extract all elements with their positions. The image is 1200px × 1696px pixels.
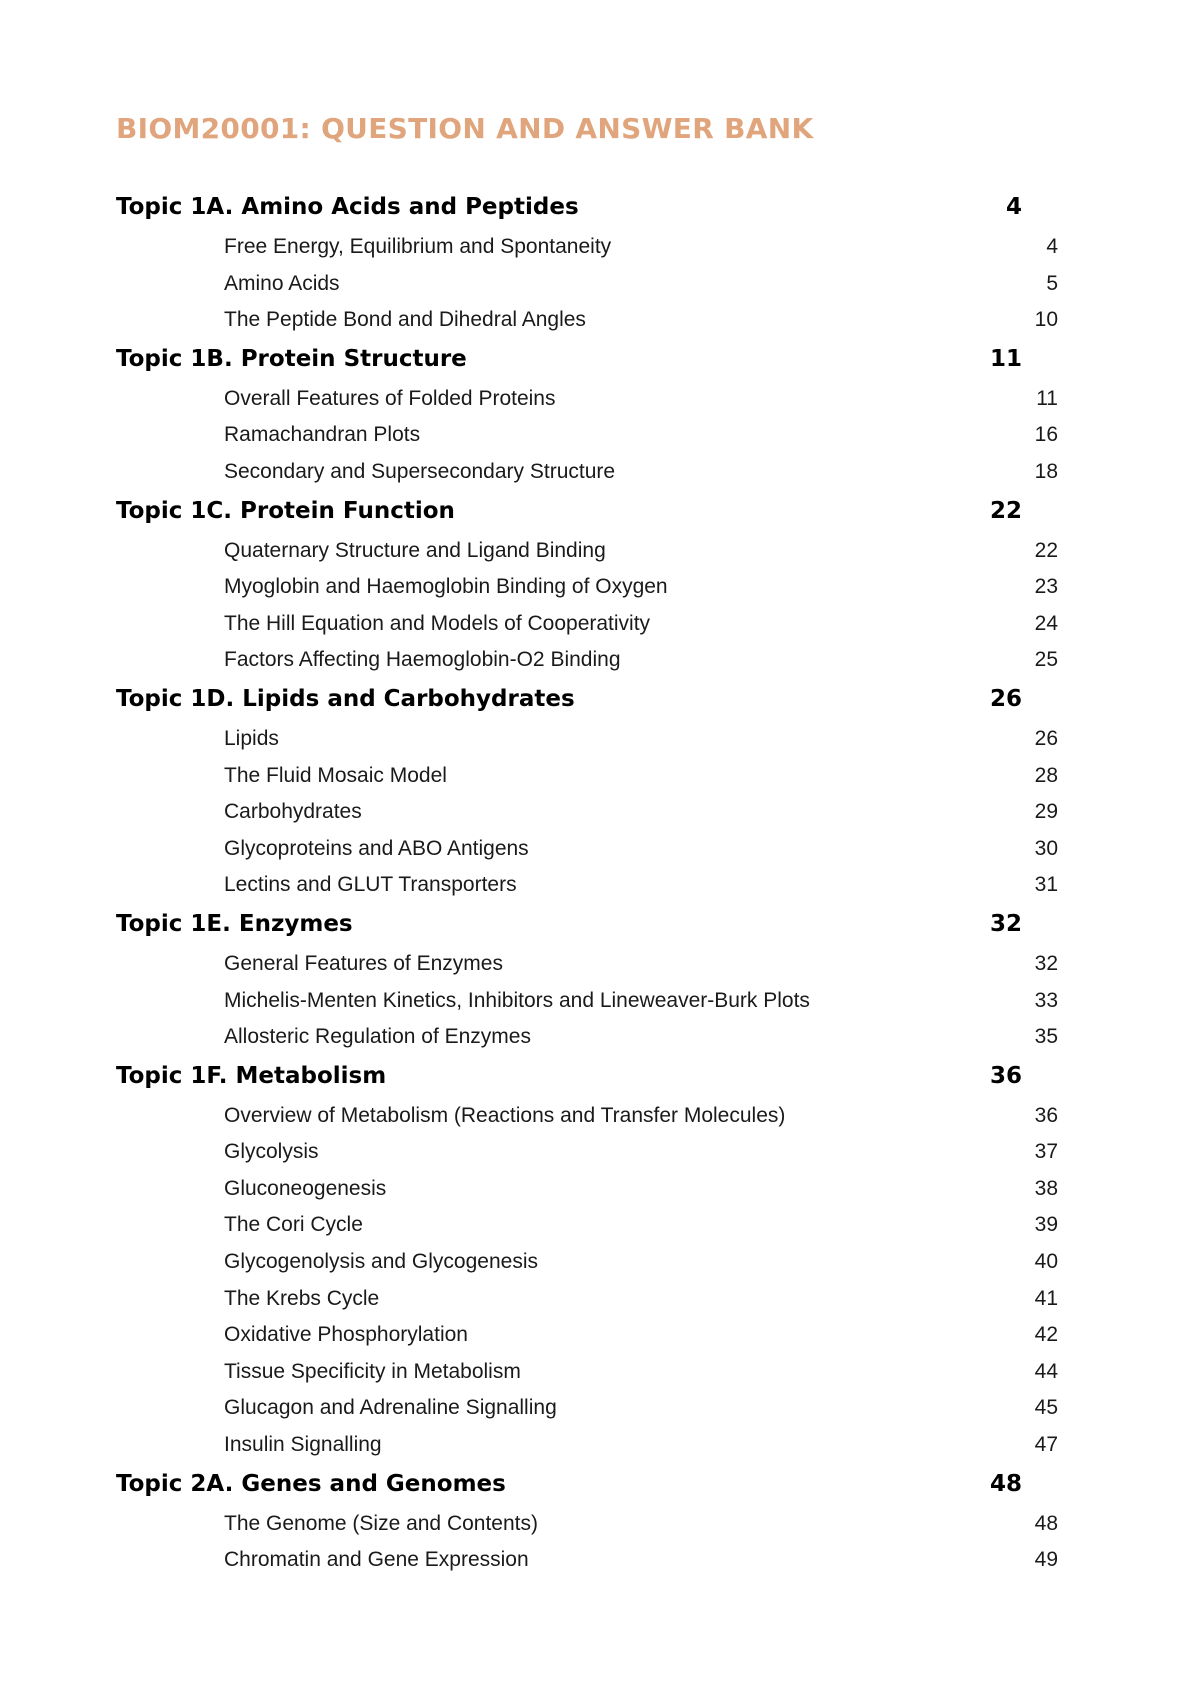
toc-subtopic-page-number: 37 bbox=[1034, 1140, 1058, 1164]
toc-subtopic-row[interactable] bbox=[0, 457, 1200, 494]
toc-subtopic-row[interactable] bbox=[0, 645, 1200, 682]
toc-topic-row[interactable] bbox=[0, 682, 1200, 724]
toc-subtopic-label: Glycolysis bbox=[224, 1140, 319, 1164]
toc-subtopic-label: Free Energy, Equilibrium and Spontaneity bbox=[224, 235, 612, 258]
toc-topic-page-number: 11 bbox=[989, 345, 1022, 372]
toc-topic-label: Topic 1D. Lipids and Carbohydrates bbox=[116, 685, 575, 712]
table-of-contents bbox=[0, 190, 1200, 1582]
toc-subtopic-label: Chromatin and Gene Expression bbox=[224, 1548, 529, 1572]
toc-topic-row[interactable] bbox=[0, 1467, 1200, 1509]
toc-subtopic-label: Secondary and Supersecondary Structure bbox=[224, 459, 616, 483]
toc-subtopic-page-number: 10 bbox=[1034, 308, 1058, 332]
toc-topic-page-number: 36 bbox=[989, 1062, 1022, 1089]
toc-subtopic-page-number: 18 bbox=[1034, 459, 1058, 483]
toc-subtopic-page-number: 26 bbox=[1034, 726, 1058, 750]
toc-subtopic-label: Overview of Metabolism (Reactions and Transfer Molecules) bbox=[224, 1103, 786, 1127]
toc-subtopic-row[interactable] bbox=[0, 724, 1200, 761]
toc-subtopic-row[interactable] bbox=[0, 1247, 1200, 1284]
toc-subtopic-label: Myoglobin and Haemoglobin Binding of Oxygen bbox=[224, 575, 668, 599]
toc-subtopic-page-number: 41 bbox=[1034, 1286, 1058, 1310]
toc-subtopic-label: General Features of Enzymes bbox=[224, 951, 503, 975]
toc-subtopic-label: The Hill Equation and Models of Cooperativity bbox=[224, 611, 651, 635]
toc-topic-row[interactable] bbox=[0, 190, 1200, 232]
toc-topic-row[interactable] bbox=[0, 907, 1200, 949]
toc-subtopic-page-number: 42 bbox=[1034, 1323, 1058, 1347]
toc-subtopic-label: Tissue Specificity in Metabolism bbox=[224, 1359, 521, 1383]
toc-subtopic-page-number: 36 bbox=[1034, 1103, 1058, 1127]
toc-subtopic-label: Lectins and GLUT Transporters bbox=[224, 873, 517, 897]
toc-subtopic-page-number: 28 bbox=[1034, 763, 1058, 787]
toc-subtopic-label: Carbohydrates bbox=[224, 800, 362, 824]
toc-subtopic-page-number: 38 bbox=[1034, 1176, 1058, 1200]
toc-subtopic-page-number: 16 bbox=[1034, 423, 1058, 447]
toc-topic-page-number: 22 bbox=[989, 497, 1022, 524]
toc-topic-label: Topic 1E. Enzymes bbox=[116, 910, 353, 937]
toc-topic-label: Topic 1B. Protein Structure bbox=[116, 345, 467, 372]
toc-subtopic-row[interactable] bbox=[0, 949, 1200, 986]
toc-topic-row[interactable] bbox=[0, 1059, 1200, 1101]
toc-subtopic-label: Overall Features of Folded Proteins bbox=[224, 386, 556, 410]
toc-subtopic-label: The Peptide Bond and Dihedral Angles bbox=[224, 308, 586, 332]
toc-subtopic-page-number: 4 bbox=[1046, 235, 1058, 258]
toc-subtopic-row[interactable] bbox=[0, 1174, 1200, 1211]
toc-subtopic-label: Gluconeogenesis bbox=[224, 1176, 387, 1200]
toc-subtopic-page-number: 45 bbox=[1034, 1396, 1058, 1420]
toc-subtopic-label: The Genome (Size and Contents) bbox=[224, 1511, 538, 1535]
toc-subtopic-label: The Krebs Cycle bbox=[224, 1286, 380, 1310]
toc-subtopic-label: Lipids bbox=[224, 726, 279, 750]
toc-subtopic-page-number: 29 bbox=[1034, 800, 1058, 824]
toc-subtopic-page-number: 5 bbox=[1046, 271, 1058, 295]
toc-subtopic-row[interactable] bbox=[0, 572, 1200, 609]
toc-subtopic-label: Ramachandran Plots bbox=[224, 423, 421, 447]
toc-subtopic-label: Glycogenolysis and Glycogenesis bbox=[224, 1250, 538, 1274]
toc-subtopic-row[interactable] bbox=[0, 269, 1200, 306]
toc-subtopic-row[interactable] bbox=[0, 761, 1200, 798]
toc-subtopic-row[interactable] bbox=[0, 1357, 1200, 1394]
toc-topic-label: Topic 1A. Amino Acids and Peptides bbox=[116, 194, 579, 220]
toc-subtopic-label: Allosteric Regulation of Enzymes bbox=[224, 1025, 531, 1049]
toc-subtopic-label: The Cori Cycle bbox=[224, 1213, 363, 1237]
toc-subtopic-label: Michelis-Menten Kinetics, Inhibitors and Lineweaver-Burk Plots bbox=[224, 988, 810, 1012]
toc-subtopic-label: Glycoproteins and ABO Antigens bbox=[224, 836, 529, 860]
toc-subtopic-row[interactable] bbox=[0, 1210, 1200, 1247]
toc-subtopic-row[interactable] bbox=[0, 986, 1200, 1023]
document-title: BIOM20001: QUESTION AND ANSWER BANK bbox=[116, 112, 814, 145]
toc-topic-row[interactable] bbox=[0, 494, 1200, 536]
toc-subtopic-row[interactable] bbox=[0, 536, 1200, 573]
toc-subtopic-label: Amino Acids bbox=[224, 271, 340, 295]
toc-topic-label: Topic 1C. Protein Function bbox=[116, 497, 455, 524]
toc-subtopic-label: The Fluid Mosaic Model bbox=[224, 763, 447, 787]
toc-subtopic-page-number: 49 bbox=[1034, 1548, 1058, 1572]
toc-subtopic-row[interactable] bbox=[0, 232, 1200, 269]
toc-subtopic-label: Insulin Signalling bbox=[224, 1433, 382, 1457]
toc-topic-row[interactable] bbox=[0, 342, 1200, 384]
toc-subtopic-page-number: 48 bbox=[1034, 1511, 1058, 1535]
toc-subtopic-row[interactable] bbox=[0, 797, 1200, 834]
toc-subtopic-page-number: 25 bbox=[1034, 648, 1058, 672]
toc-topic-label: Topic 1F. Metabolism bbox=[116, 1062, 387, 1089]
toc-subtopic-page-number: 23 bbox=[1034, 575, 1058, 599]
toc-subtopic-row[interactable] bbox=[0, 1393, 1200, 1430]
toc-subtopic-row[interactable] bbox=[0, 1137, 1200, 1174]
toc-subtopic-label: Factors Affecting Haemoglobin-O2 Binding bbox=[224, 648, 621, 672]
toc-subtopic-row[interactable] bbox=[0, 384, 1200, 421]
toc-topic-page-number: 26 bbox=[989, 685, 1022, 712]
toc-subtopic-page-number: 40 bbox=[1034, 1250, 1058, 1274]
toc-subtopic-row[interactable] bbox=[0, 1284, 1200, 1321]
toc-subtopic-page-number: 32 bbox=[1034, 951, 1058, 975]
toc-subtopic-row[interactable] bbox=[0, 1509, 1200, 1546]
toc-subtopic-page-number: 11 bbox=[1036, 386, 1058, 410]
toc-subtopic-page-number: 31 bbox=[1034, 873, 1058, 897]
toc-subtopic-row[interactable] bbox=[0, 870, 1200, 907]
toc-subtopic-page-number: 47 bbox=[1034, 1433, 1058, 1457]
toc-subtopic-page-number: 39 bbox=[1034, 1213, 1058, 1237]
toc-subtopic-page-number: 24 bbox=[1034, 611, 1058, 635]
toc-topic-page-number: 32 bbox=[989, 910, 1022, 937]
toc-subtopic-label: Glucagon and Adrenaline Signalling bbox=[224, 1396, 557, 1420]
toc-subtopic-row[interactable] bbox=[0, 1101, 1200, 1138]
toc-subtopic-label: Oxidative Phosphorylation bbox=[224, 1323, 468, 1347]
toc-subtopic-label: Quaternary Structure and Ligand Binding bbox=[224, 538, 606, 562]
toc-subtopic-page-number: 22 bbox=[1034, 538, 1058, 562]
toc-subtopic-row[interactable] bbox=[0, 1320, 1200, 1357]
toc-topic-label: Topic 2A. Genes and Genomes bbox=[116, 1470, 506, 1497]
toc-subtopic-row[interactable] bbox=[0, 609, 1200, 646]
toc-subtopic-row[interactable] bbox=[0, 1545, 1200, 1582]
toc-subtopic-row[interactable] bbox=[0, 1022, 1200, 1059]
toc-subtopic-row[interactable] bbox=[0, 305, 1200, 342]
toc-topic-page-number: 4 bbox=[1005, 194, 1022, 220]
toc-topic-page-number: 48 bbox=[989, 1470, 1022, 1497]
toc-subtopic-row[interactable] bbox=[0, 1430, 1200, 1467]
toc-subtopic-page-number: 44 bbox=[1034, 1359, 1058, 1383]
toc-subtopic-row[interactable] bbox=[0, 420, 1200, 457]
toc-subtopic-row[interactable] bbox=[0, 834, 1200, 871]
toc-subtopic-page-number: 30 bbox=[1034, 836, 1058, 860]
toc-subtopic-page-number: 35 bbox=[1034, 1025, 1058, 1049]
toc-subtopic-page-number: 33 bbox=[1034, 988, 1058, 1012]
